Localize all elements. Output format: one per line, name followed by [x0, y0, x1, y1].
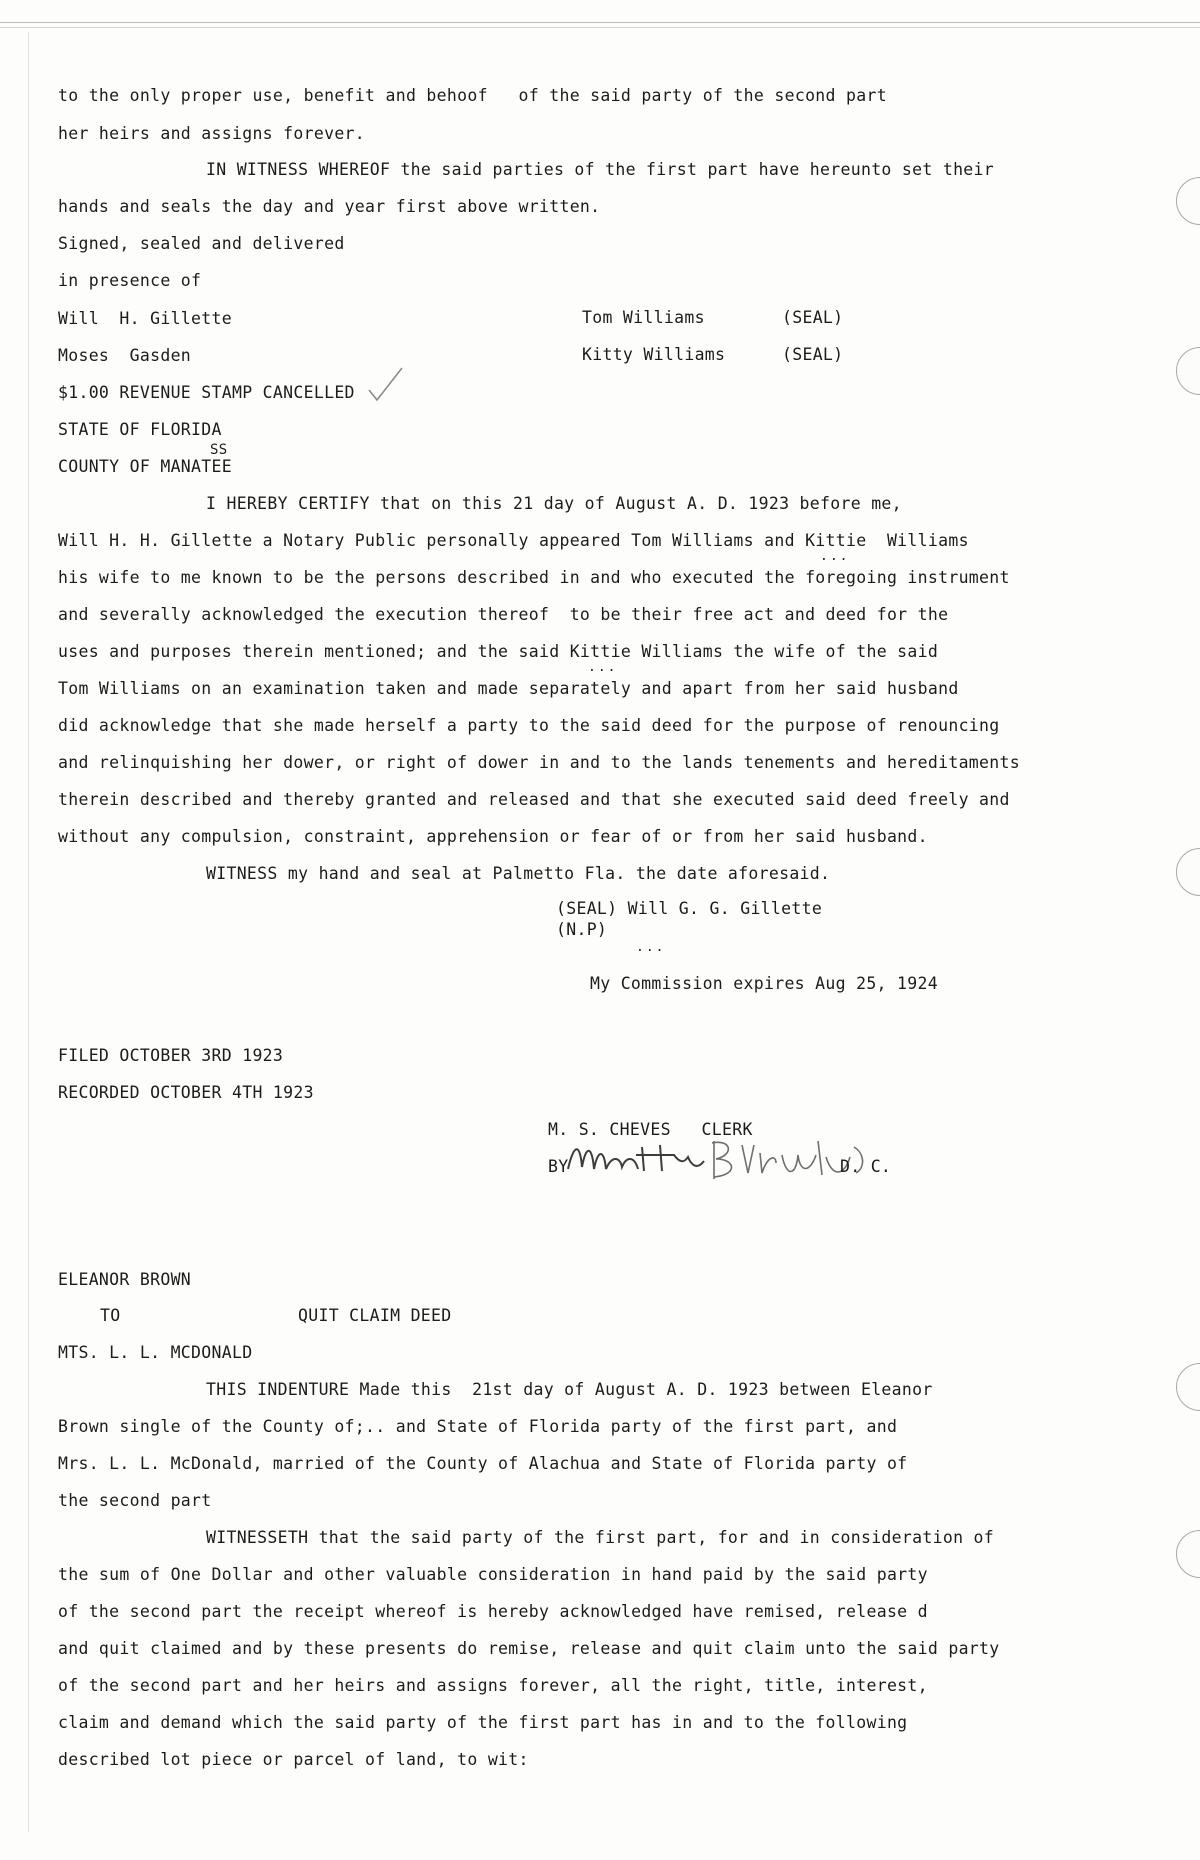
witness-name: Moses Gasden: [58, 346, 192, 365]
dots-mark: ...: [588, 660, 618, 675]
grantor-heading: ELEANOR BROWN: [58, 1270, 192, 1289]
punch-hole-icon: [1176, 848, 1200, 896]
punch-hole-icon: [1176, 1530, 1200, 1578]
seal-label: (SEAL): [782, 345, 844, 364]
to-label: TO: [100, 1306, 121, 1325]
body-line: her heirs and assigns forever.: [58, 124, 366, 143]
margin-line: [28, 32, 29, 1832]
deed-line: THIS INDENTURE Made this 21st day of August A. D. 1923 between Eleanor: [206, 1380, 933, 1399]
checkmark-icon: [366, 364, 406, 408]
top-rule: [0, 22, 1200, 23]
notary-np: (N.P): [556, 920, 608, 939]
body-line: did acknowledge that she made herself a party to the said deed for the purpose of renouncing: [58, 716, 1000, 735]
dots-mark: ...: [820, 549, 850, 564]
grantee-heading: MTS. L. L. MCDONALD: [58, 1343, 253, 1362]
top-rule-secondary: [0, 27, 1200, 28]
deed-line: of the second part the receipt whereof is hereby acknowledged have remised, release d: [58, 1602, 928, 1621]
body-line: uses and purposes therein mentioned; and the said Kittie Williams the wife of the said: [58, 642, 939, 661]
clerk-signature: [564, 1133, 874, 1185]
commission-expiry: My Commission expires Aug 25, 1924: [590, 974, 938, 993]
clerk-name: M. S. CHEVES CLERK: [548, 1120, 753, 1139]
body-line: WITNESS my hand and seal at Palmetto Fla. the date aforesaid.: [206, 864, 831, 883]
deed-line: and quit claimed and by these presents do remise, release and quit claim unto the said party: [58, 1639, 1000, 1658]
deed-line: described lot piece or parcel of land, to wit:: [58, 1750, 529, 1769]
body-line: therein described and thereby granted and released and that she executed said deed freely and: [58, 790, 1010, 809]
witness-name: Will H. Gillette: [58, 309, 232, 328]
state-line: STATE OF FLORIDA: [58, 420, 222, 439]
body-line: hands and seals the day and year first above written.: [58, 197, 601, 216]
body-line: in presence of: [58, 271, 202, 290]
body-line: and severally acknowledged the execution thereof to be their free act and deed for the: [58, 605, 949, 624]
seal-label: (SEAL): [782, 308, 844, 327]
punch-hole-icon: [1176, 347, 1200, 395]
grantor-name: Kitty Williams: [582, 345, 726, 364]
body-line: Signed, sealed and delivered: [58, 234, 345, 253]
body-line: Tom Williams on an examination taken and made separately and apart from her said husband: [58, 679, 959, 698]
body-line: to the only proper use, benefit and behoof of the said party of the second part: [58, 86, 887, 105]
deed-title: QUIT CLAIM DEED: [298, 1306, 452, 1325]
by-label: BY: [548, 1157, 569, 1176]
body-line: IN WITNESS WHEREOF the said parties of the first part have hereunto set their: [206, 160, 995, 179]
dots-mark: ...: [636, 940, 666, 955]
deed-line: Brown single of the County of;.. and State of Florida party of the first part, and: [58, 1417, 898, 1436]
deed-line: the second part: [58, 1491, 212, 1510]
body-line: I HEREBY CERTIFY that on this 21 day of August A. D. 1923 before me,: [206, 494, 902, 513]
punch-hole-icon: [1176, 177, 1200, 225]
body-line: without any compulsion, constraint, apprehension or fear of or from her said husband.: [58, 827, 928, 846]
deed-line: WITNESSETH that the said party of the first part, for and in consideration of: [206, 1528, 995, 1547]
ss-mark: SS: [210, 442, 228, 458]
body-line: his wife to me known to be the persons described in and who executed the foregoing instrument: [58, 568, 1010, 587]
punch-hole-icon: [1176, 1363, 1200, 1411]
revenue-stamp-note: $1.00 REVENUE STAMP CANCELLED: [58, 383, 355, 402]
deed-line: of the second part and her heirs and assigns forever, all the right, title, interest,: [58, 1676, 928, 1695]
body-line: Will H. H. Gillette a Notary Public personally appeared Tom Williams and Kittie Williams: [58, 531, 969, 550]
deed-line: claim and demand which the said party of the first part has in and to the following: [58, 1713, 908, 1732]
county-line: COUNTY OF MANATEE: [58, 457, 232, 476]
grantor-name: Tom Williams: [582, 308, 705, 327]
recorded-date: RECORDED OCTOBER 4TH 1923: [58, 1083, 314, 1102]
deed-line: Mrs. L. L. McDonald, married of the County of Alachua and State of Florida party of: [58, 1454, 908, 1473]
deed-line: the sum of One Dollar and other valuable consideration in hand paid by the said party: [58, 1565, 928, 1584]
dc-label: D. C.: [840, 1157, 892, 1176]
filed-date: FILED OCTOBER 3RD 1923: [58, 1046, 284, 1065]
notary-signature: (SEAL) Will G. G. Gillette: [556, 899, 823, 918]
body-line: and relinquishing her dower, or right of dower in and to the lands tenements and hereditaments: [58, 753, 1020, 772]
